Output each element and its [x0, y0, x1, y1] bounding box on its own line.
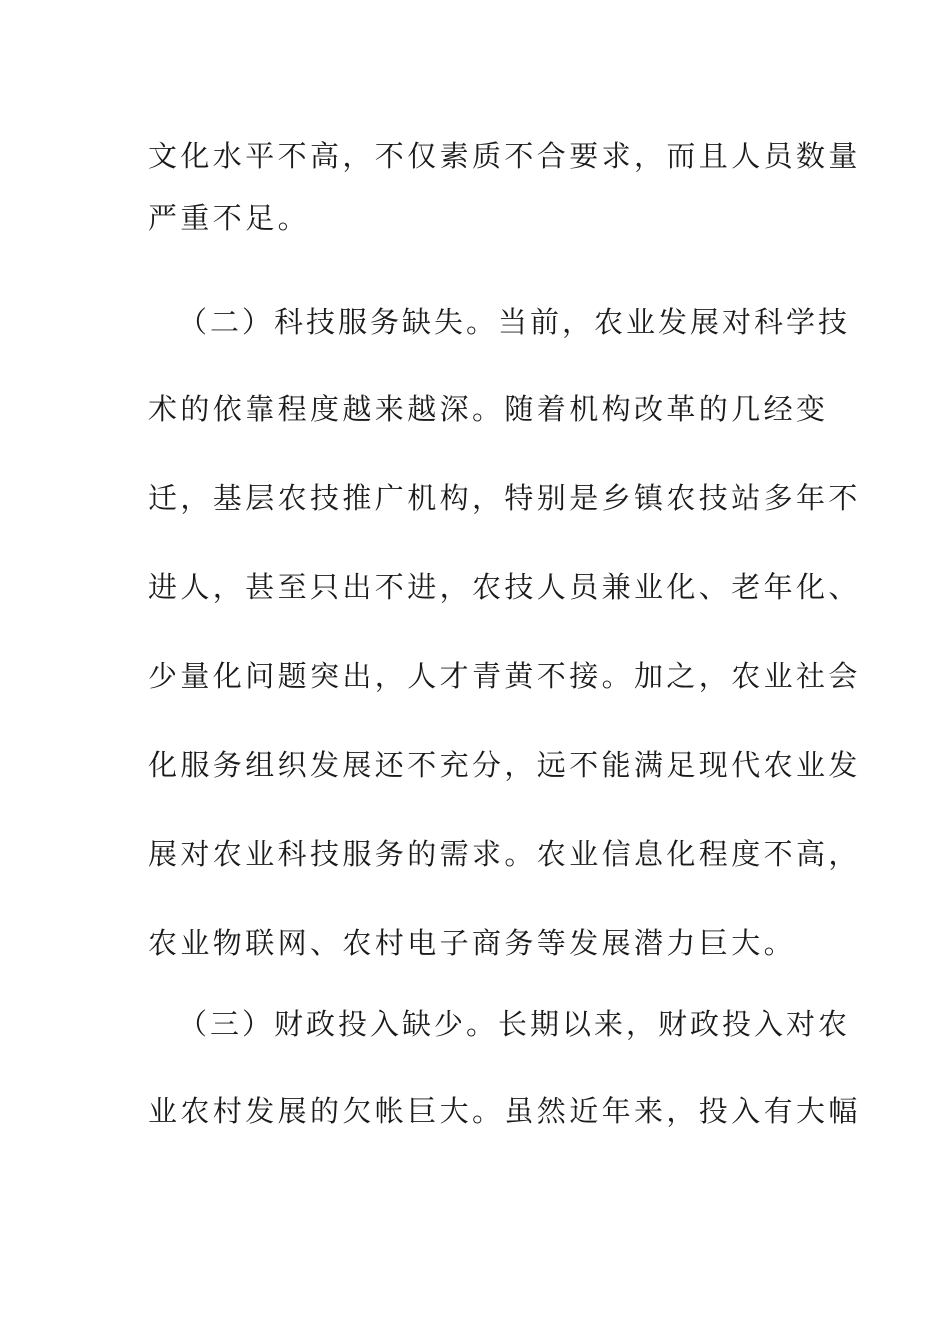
section-heading-line: （二）科技服务缺失。当前，农业发展对科学技 — [178, 305, 851, 339]
text-line: 术的依靠程度越来越深。随着机构改革的几经变 — [148, 392, 829, 426]
text-line: 农业物联网、农村电子商务等发展潜力巨大。 — [148, 926, 797, 960]
section-heading-line: （三）财政投入缺少。长期以来，财政投入对农 — [178, 1007, 851, 1041]
text-line: 迁，基层农技推广机构，特别是乡镇农技站多年不 — [148, 481, 861, 515]
text-line: 业农村发展的欠帐巨大。虽然近年来，投入有大幅 — [148, 1094, 861, 1128]
text-line: 展对农业科技服务的需求。农业信息化程度不高， — [148, 837, 861, 871]
text-line: 化服务组织发展还不充分，远不能满足现代农业发 — [148, 748, 861, 782]
text-line: 进人，甚至只出不进，农技人员兼业化、老年化、 — [148, 570, 861, 604]
text-line: 文化水平不高，不仅素质不合要求，而且人员数量 — [148, 139, 861, 173]
text-line: 严重不足。 — [148, 201, 311, 235]
text-line: 少量化问题突出，人才青黄不接。加之，农业社会 — [148, 659, 861, 693]
